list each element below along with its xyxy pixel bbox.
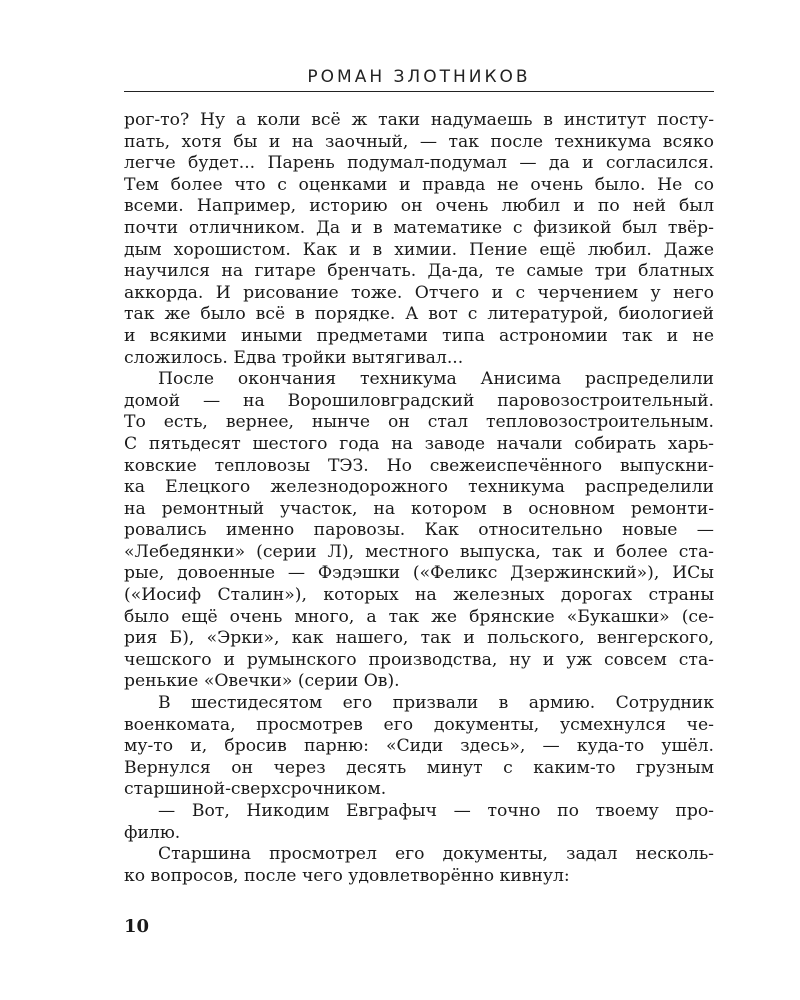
- text-line: му-то и, бросив парню: «Сиди здесь», — куда-то ушёл.: [124, 736, 714, 757]
- text-line: военкомата, просмотрев его документы, усмехнулся че-: [124, 714, 714, 735]
- text-line: ковские тепловозы ТЭЗ. Но свежеиспечённого выпускни-: [124, 455, 714, 476]
- text-line: «Лебедянки» (серии Л), местного выпуска, так и более ста-: [124, 541, 714, 562]
- text-line: легче будет... Парень подумал-подумал — да и согласился.: [124, 153, 714, 174]
- text-line: — Вот, Никодим Евграфыч — точно по твоему про-: [158, 801, 714, 821]
- text-line: ко вопросов, после чего удовлетворённо кивнул:: [124, 865, 570, 886]
- text-line: почти отличником. Да и в математике с физикой был твёр-: [124, 217, 714, 238]
- text-line: После окончания техникума Анисима распределили: [158, 369, 714, 390]
- body-text: [124, 110, 714, 887]
- header-rule: [124, 91, 714, 92]
- text-line: пать, хотя бы и на заочный, — так после техникума всяко: [124, 131, 714, 152]
- text-line: домой — на Ворошиловградский паровозостроительный.: [124, 390, 714, 411]
- text-line: рые, довоенные — Фэдэшки («Феликс Дзержинский»), ИСы: [124, 563, 714, 584]
- text-line: («Иосиф Сталин»), которых на железных дорогах страны: [124, 585, 714, 606]
- text-line: было ещё очень много, а так же брянские «Букашки» (се-: [124, 606, 714, 627]
- running-head-title: РОМАН ЗЛОТНИКОВ: [307, 67, 531, 87]
- text-line: ка Елецкого железнодорожного техникума распределили: [124, 477, 714, 498]
- page-number: 10: [124, 916, 150, 937]
- text-line: Старшина просмотрел его документы, задал несколь-: [158, 844, 714, 865]
- text-line: сложилось. Едва тройки вытягивал...: [124, 347, 464, 368]
- text-line: научился на гитаре бренчать. Да-да, те самые три блатных: [124, 261, 714, 282]
- text-line: Тем более что с оценками и правда не очень было. Не со: [124, 174, 714, 195]
- text-line: рог-то? Ну а коли всё ж таки надумаешь в институт посту-: [124, 110, 714, 130]
- text-line: всеми. Например, историю он очень любил и по ней был: [124, 196, 714, 217]
- text-line: старшиной-сверхсрочником.: [124, 779, 387, 800]
- text-line: В шестидесятом его призвали в армию. Сотрудник: [158, 693, 714, 714]
- text-line: рия Б), «Эрки», как нашего, так и польского, венгерского,: [124, 628, 714, 649]
- text-line: аккорда. И рисование тоже. Отчего и с черчением у него: [124, 282, 714, 303]
- text-line: и всякими иными предметами типа астрономии так и не: [124, 325, 714, 346]
- text-line: Вернулся он через десять минут с каким-то грузным: [124, 757, 714, 778]
- text-line: на ремонтный участок, на котором в основном ремонти-: [124, 498, 714, 519]
- text-line: чешского и румынского производства, ну и уж совсем ста-: [124, 649, 714, 670]
- text-line: дым хорошистом. Как и в химии. Пение ещё любил. Даже: [124, 239, 714, 260]
- text-line: То есть, вернее, нынче он стал тепловозостроительным.: [124, 412, 714, 433]
- text-line: ровались именно паровозы. Как относительно новые —: [124, 520, 714, 541]
- text-line: так же было всё в порядке. А вот с литературой, биологией: [124, 304, 714, 325]
- text-line: ренькие «Овечки» (серии Ов).: [124, 671, 400, 692]
- text-line: филю.: [124, 822, 181, 843]
- text-line: С пятьдесят шестого года на заводе начали собирать харь-: [124, 433, 714, 454]
